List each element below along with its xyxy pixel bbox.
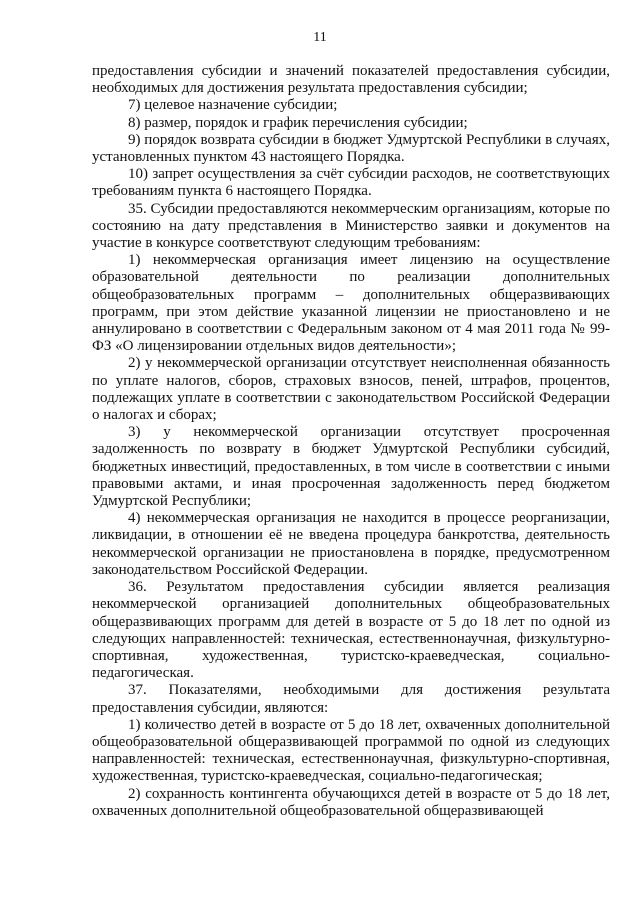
paragraph: 2) сохранность контингента обучающихся детей в возрасте от 5 до 18 лет, охваченных дополнительной общеобразовательной общеразвивающей: [92, 785, 610, 819]
paragraph: 1) некоммерческая организация имеет лицензию на осуществление образовательной деятельности по реализации дополнительных общеобразовательных программ – дополнительных общеразвивающих программ, при этом действие указанной лицензии не приостановлено и не аннулировано в соответствии с Федеральным законом от 4 мая 2011 года № 99-ФЗ «О лицензировании отдельных видов деятельности»;: [92, 252, 610, 355]
paragraph: 37. Показателями, необходимыми для достижения результата предоставления субсидии, являются:: [92, 682, 610, 716]
page-number: 11: [313, 30, 327, 45]
paragraph: 2) у некоммерческой организации отсутствует неисполненная обязанность по уплате налогов, сборов, страховых взносов, пеней, штрафов, процентов, подлежащих уплате в соответствии с законодательством Российской Федерации о налогах и сборах;: [92, 355, 610, 424]
paragraph: 10) запрет осуществления за счёт субсидии расходов, не соответствующих требованиям пункта 6 настоящего Порядка.: [92, 166, 610, 200]
paragraph: 1) количество детей в возрасте от 5 до 18 лет, охваченных дополнительной общеобразовательной общеразвивающей программой по одной из следующих направленностей: техническая, естественнонаучная, физкультурно-спортивная, художественная, туристско-краеведческая, социально-педагогическая;: [92, 716, 610, 785]
document-body: [92, 63, 610, 820]
paragraph: 4) некоммерческая организация не находится в процессе реорганизации, ликвидации, в отношении её не введена процедура банкротства, деятельность некоммерческой организации не приостановлена в порядке, предусмотренном законодательством Российской Федерации.: [92, 510, 610, 578]
paragraph: 7) целевое назначение субсидии;: [128, 97, 338, 114]
paragraph: предоставления субсидии и значений показателей предоставления субсидии, необходимых для достижения результата предоставления субсидии;: [92, 63, 610, 97]
paragraph: 35. Субсидии предоставляются некоммерческим организациям, которые по состоянию на дату представления в Министерство заявки и документов на участие в конкурсе соответствуют следующим требованиям:: [92, 200, 610, 252]
paragraph: 9) порядок возврата субсидии в бюджет Удмуртской Республики в случаях, установленных пунктом 43 настоящего Порядка.: [92, 131, 610, 166]
paragraph: 8) размер, порядок и график перечисления субсидии;: [128, 114, 468, 131]
paragraph: 36. Результатом предоставления субсидии является реализация некоммерческой организацией дополнительных общеобразовательных общеразвивающих программ для детей в возрасте от 5 до 18 лет по одной из следующих направленностей: техническая, естественнонаучная, физкультурно-спортивная, художественная, туристско-краеведческая, социально-педагогическая.: [92, 579, 610, 682]
paragraph: 3) у некоммерческой организации отсутствует просроченная задолженность по возврату в бюджет Удмуртской Республики субсидий, бюджетных инвестиций, предоставленных, в том числе в соответствии с иными правовыми актами, и иная просроченная задолженность перед бюджетом Удмуртской Республики;: [92, 424, 610, 510]
